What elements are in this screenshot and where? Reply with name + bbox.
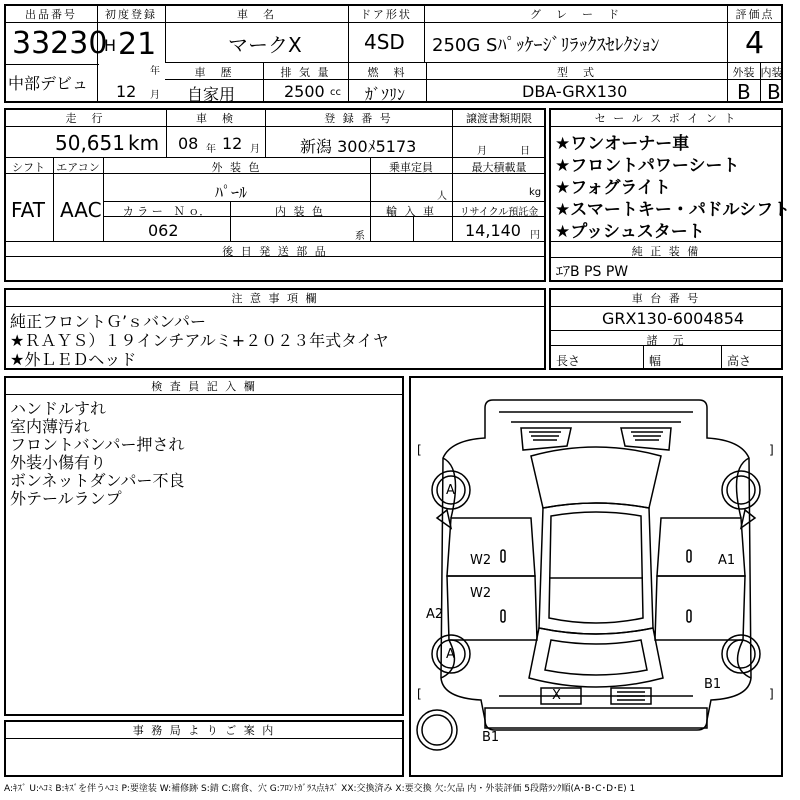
sales-item: ★スマートキー・パドルシフト: [555, 200, 791, 220]
insp-month: 12: [222, 134, 243, 153]
note-line: ★外ＬＥＤヘッド: [10, 350, 137, 369]
venue: 中部デビュ: [8, 74, 89, 93]
transfer-day: 日: [520, 146, 530, 157]
import-label: 輸 入 車: [386, 205, 436, 218]
grade-label: グ レ ー ド: [530, 8, 621, 21]
intcolor-unit: 系: [355, 231, 365, 242]
lot-label: 出品番号: [25, 8, 77, 21]
recycle-amount: 14,140: [465, 221, 521, 240]
door-label: ドア形状: [360, 8, 412, 21]
svg-text:[: [: [417, 687, 422, 701]
equip: ｴｱB PS PW: [556, 264, 629, 280]
damage-mark-tire-fl: A: [446, 483, 455, 498]
ac: AAC: [60, 198, 102, 222]
equip-label: 純 正 装 備: [631, 245, 701, 258]
colorno-label: カ ラ ー Ｎ ｏ．: [122, 205, 211, 218]
insp-month-unit: 月: [250, 144, 260, 155]
ext-label: 外装: [732, 66, 755, 79]
car-name: マークX: [228, 33, 302, 57]
history: 自家用: [187, 85, 236, 104]
inspector-line: 室内薄汚れ: [10, 417, 91, 436]
int-score: B: [767, 80, 781, 104]
insp-year-unit: 年: [206, 144, 216, 155]
model-code: DBA-GRX130: [522, 82, 628, 101]
recycle-unit: 円: [530, 230, 540, 241]
later-parts-label: 後 日 発 送 部 品: [222, 245, 328, 258]
inspector-label: 検 査 員 記 入 欄: [151, 380, 257, 393]
damage-mark-x: X: [552, 688, 561, 703]
mileage: 50,651: [55, 131, 125, 155]
sales-item: ★プッシュスタート: [555, 222, 705, 242]
colorno: 062: [148, 221, 179, 240]
capacity-unit: 人: [437, 191, 447, 202]
ext-score: B: [737, 80, 751, 104]
dim-length: 長さ: [556, 354, 581, 368]
damage-mark-a2: A2: [426, 607, 444, 622]
chassis-number: GRX130-6004854: [602, 309, 745, 328]
first-reg-label: 初度登録: [105, 8, 157, 21]
damage-mark-b1-bumper: B1: [482, 730, 500, 745]
lot-number: 33230: [12, 26, 108, 61]
svg-text:]: ]: [769, 687, 774, 701]
grade: 250G Sﾊﾟｯｹｰｼﾞﾘﾗｯｸｽｾﾚｸｼｮﾝ: [432, 35, 660, 56]
svg-text:[: [: [417, 443, 422, 457]
int-label: 内装: [760, 66, 783, 79]
fuel-label: 燃 料: [367, 66, 407, 79]
inspector-line: ボンネットダンパー不良: [10, 471, 185, 490]
capacity-label: 乗車定員: [389, 161, 433, 174]
reg-year-unit: 年: [150, 66, 160, 77]
damage-diagram: [409, 376, 783, 777]
model-label: 型 式: [557, 66, 596, 79]
sales-label: セ ー ル ス ポ イ ン ト: [594, 112, 738, 125]
intcolor-label: 内 装 色: [275, 205, 325, 218]
inspector-line: 外装小傷有り: [10, 453, 107, 472]
shift-label: シフト: [12, 161, 45, 174]
dims-label: 諸 元: [646, 334, 686, 347]
shift: FAT: [11, 198, 46, 222]
reg-month-unit: 月: [150, 90, 160, 101]
reg-label: 登 録 番 号: [324, 112, 393, 125]
office-label: 事 務 局 よ り ご 案 内: [132, 724, 276, 737]
reg-number: 新潟 300ﾒ5173: [300, 137, 417, 156]
note-line: 純正フロントＧ’ｓバンパー: [10, 312, 206, 331]
sales-list: [549, 128, 791, 242]
history-label: 車 歴: [194, 66, 234, 79]
score-label: 評価点: [735, 8, 775, 21]
disp-unit: cc: [330, 87, 341, 98]
sales-item: ★フォグライト: [555, 178, 671, 198]
sales-item: ★ワンオーナー車: [555, 134, 690, 154]
car-diagram-svg: [411, 378, 781, 775]
damage-mark-w2-rear-door: W2: [470, 586, 492, 601]
mileage-unit: km: [128, 131, 160, 155]
reg-month: 12: [116, 82, 137, 101]
damage-mark-a1: A1: [718, 553, 736, 568]
notes-label: 注 意 事 項 欄: [231, 292, 319, 305]
era: H: [104, 36, 117, 55]
color: ﾊﾟｰﾙ: [215, 183, 248, 202]
mileage-label: 走 行: [65, 112, 105, 125]
inspection-label: 車 検: [196, 112, 235, 125]
door-type: 4SD: [364, 30, 405, 54]
fuel: ｶﾞｿﾘﾝ: [365, 85, 406, 104]
load-label: 最大積載量: [471, 161, 527, 174]
disp-label: 排 気 量: [280, 66, 331, 79]
svg-text:]: ]: [769, 443, 774, 457]
recycle-label: リサイクル預託金: [459, 207, 539, 218]
dim-height: 高さ: [727, 354, 752, 368]
chassis-label: 車 台 番 号: [631, 292, 701, 305]
displacement: 2500: [284, 82, 325, 101]
transfer-label: 譲渡書類期限: [466, 112, 532, 125]
color-label: 外 装 色: [211, 161, 262, 174]
damage-mark-w2-front-door: W2: [470, 553, 492, 568]
score: 4: [745, 26, 765, 61]
sales-item: ★フロントパワーシート: [555, 156, 740, 176]
inspector-line: フロントバンパー押され: [10, 435, 185, 454]
transfer-month: 月: [477, 146, 487, 157]
damage-mark-b1-rear: B1: [704, 677, 722, 692]
damage-mark-tire-rl: A: [446, 647, 455, 662]
inspector-line: 外テールランプ: [10, 489, 122, 508]
inspector-line: ハンドルすれ: [10, 399, 107, 418]
note-line: ★ＲＡＹＳ）１９インチアルミ+２０２３年式タイヤ: [10, 331, 389, 350]
dim-width: 幅: [649, 354, 662, 368]
ac-label: エアコン: [56, 161, 100, 174]
car-name-label: 車 名: [237, 8, 276, 21]
load-unit: kg: [529, 187, 542, 198]
legend-footer: A:ｷｽﾞ U:ﾍｺﾐ B:ｷｽﾞを伴うﾍｺﾐ P:要塗装 W:補修跡 S:錆 C:腐食、穴 G:ﾌﾛﾝﾄｶﾞﾗｽ点ｷｽﾞ XX:交換済み X:要交換 欠:欠品 内・外装評価 5段階ﾗﾝｸ順(A･B･C･D･E) 1: [4, 784, 636, 794]
reg-year: 21: [118, 27, 157, 62]
insp-year: 08: [178, 134, 199, 153]
